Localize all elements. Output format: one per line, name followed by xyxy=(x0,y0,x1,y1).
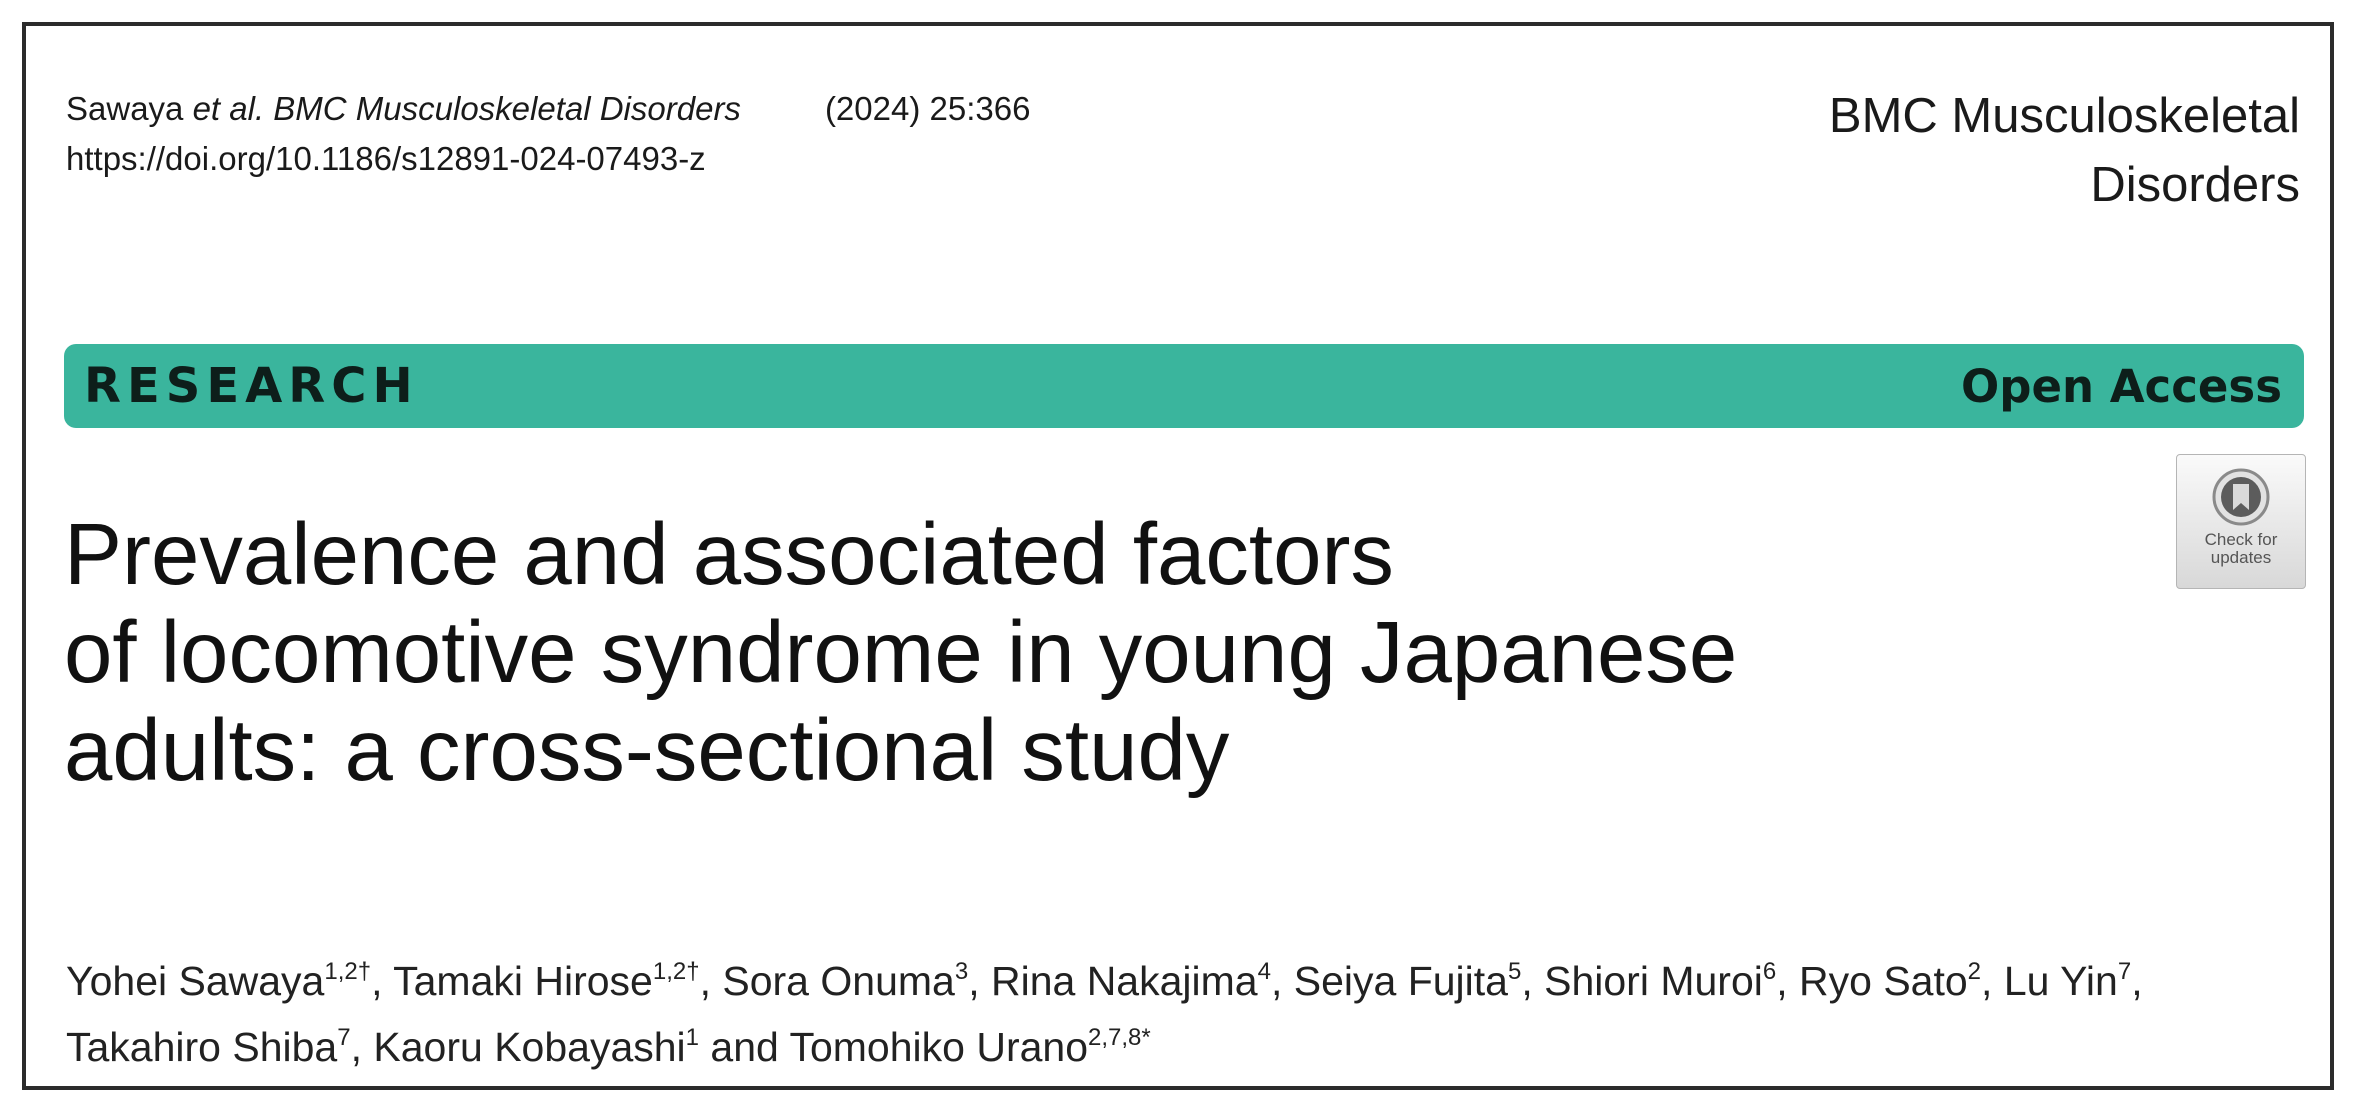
author-entry[interactable] xyxy=(991,958,1271,1004)
author-name: Sora Onuma xyxy=(722,958,955,1004)
author-separator: , xyxy=(1270,958,1294,1004)
author-separator: , xyxy=(1521,958,1545,1004)
author-affiliation: 2 xyxy=(1967,958,1982,985)
author-separator: , xyxy=(371,958,394,1004)
author-entry[interactable] xyxy=(722,958,968,1004)
journal-name-line2: Disorders xyxy=(2090,158,2300,212)
author-entry[interactable] xyxy=(66,958,371,1004)
author-name: Tamaki Hirose xyxy=(393,958,653,1004)
author-affiliation: 3 xyxy=(954,958,969,985)
author-name: Kaoru Kobayashi xyxy=(373,1024,686,1070)
author-name: Seiya Fujita xyxy=(1293,958,1508,1004)
author-separator: , xyxy=(350,1024,374,1070)
author-name: Tomohiko Urano xyxy=(789,1024,1088,1070)
open-access-label: Open Access xyxy=(1961,359,2282,413)
author-affiliation: 2,7,8* xyxy=(1088,1024,1151,1051)
author-separator: , xyxy=(2131,958,2143,1004)
author-name: Lu Yin xyxy=(2003,958,2118,1004)
author-entry[interactable] xyxy=(1294,958,1522,1004)
author-name: Takahiro Shiba xyxy=(66,1024,338,1070)
author-separator: , xyxy=(968,958,991,1004)
page-frame xyxy=(22,22,2334,1090)
title-line: adults: a cross-sectional study xyxy=(64,702,1230,799)
check-for-updates-button[interactable] xyxy=(2176,454,2306,589)
author-affiliation: 1 xyxy=(685,1024,700,1051)
author-affiliation: 1,2† xyxy=(652,958,700,985)
citation-journal: et al. BMC Musculoskeletal Disorders xyxy=(192,90,741,127)
author-affiliation: 5 xyxy=(1507,958,1522,985)
title-line: of locomotive syndrome in young Japanese xyxy=(64,604,1738,701)
author-separator: and xyxy=(699,1024,790,1070)
author-entry[interactable] xyxy=(373,1024,699,1070)
citation-line xyxy=(66,84,1030,134)
author-affiliation: 7 xyxy=(2117,958,2132,985)
journal-name xyxy=(1829,82,2300,220)
journal-name-line1: BMC Musculoskeletal xyxy=(1828,89,2300,143)
author-separator: , xyxy=(1776,958,1800,1004)
citation-authors: Sawaya xyxy=(66,90,184,127)
author-separator: , xyxy=(1981,958,2004,1004)
article-type-banner xyxy=(64,344,2304,428)
author-entry[interactable] xyxy=(393,958,699,1004)
author-entry[interactable] xyxy=(789,1024,1150,1070)
check-for-updates-label: Check for updates xyxy=(2204,530,2278,567)
author-list xyxy=(66,948,2326,1080)
author-name: Rina Nakajima xyxy=(990,958,1258,1004)
author-affiliation: 1,2† xyxy=(324,958,372,985)
author-entry[interactable] xyxy=(1544,958,1776,1004)
author-separator: , xyxy=(699,958,723,1004)
citation-volume: (2024) 25:366 xyxy=(824,90,1031,127)
article-type-label: RESEARCH xyxy=(84,358,419,414)
author-name: Shiori Muroi xyxy=(1544,958,1763,1004)
author-name: Yohei Sawaya xyxy=(66,958,325,1004)
author-entry[interactable] xyxy=(2004,958,2131,1004)
article-title xyxy=(64,506,2164,800)
doi-link[interactable]: https://doi.org/10.1186/s12891-024-07493-z xyxy=(66,140,706,177)
bookmark-icon xyxy=(2211,467,2271,527)
citation-block xyxy=(66,84,1030,184)
author-entry[interactable] xyxy=(66,1024,351,1070)
author-name: Ryo Sato xyxy=(1799,958,1968,1004)
author-affiliation: 6 xyxy=(1762,958,1777,985)
author-affiliation: 7 xyxy=(337,1024,351,1051)
title-line: Prevalence and associated factors xyxy=(64,506,1394,603)
author-affiliation: 4 xyxy=(1257,958,1271,985)
author-entry[interactable] xyxy=(1799,958,1981,1004)
